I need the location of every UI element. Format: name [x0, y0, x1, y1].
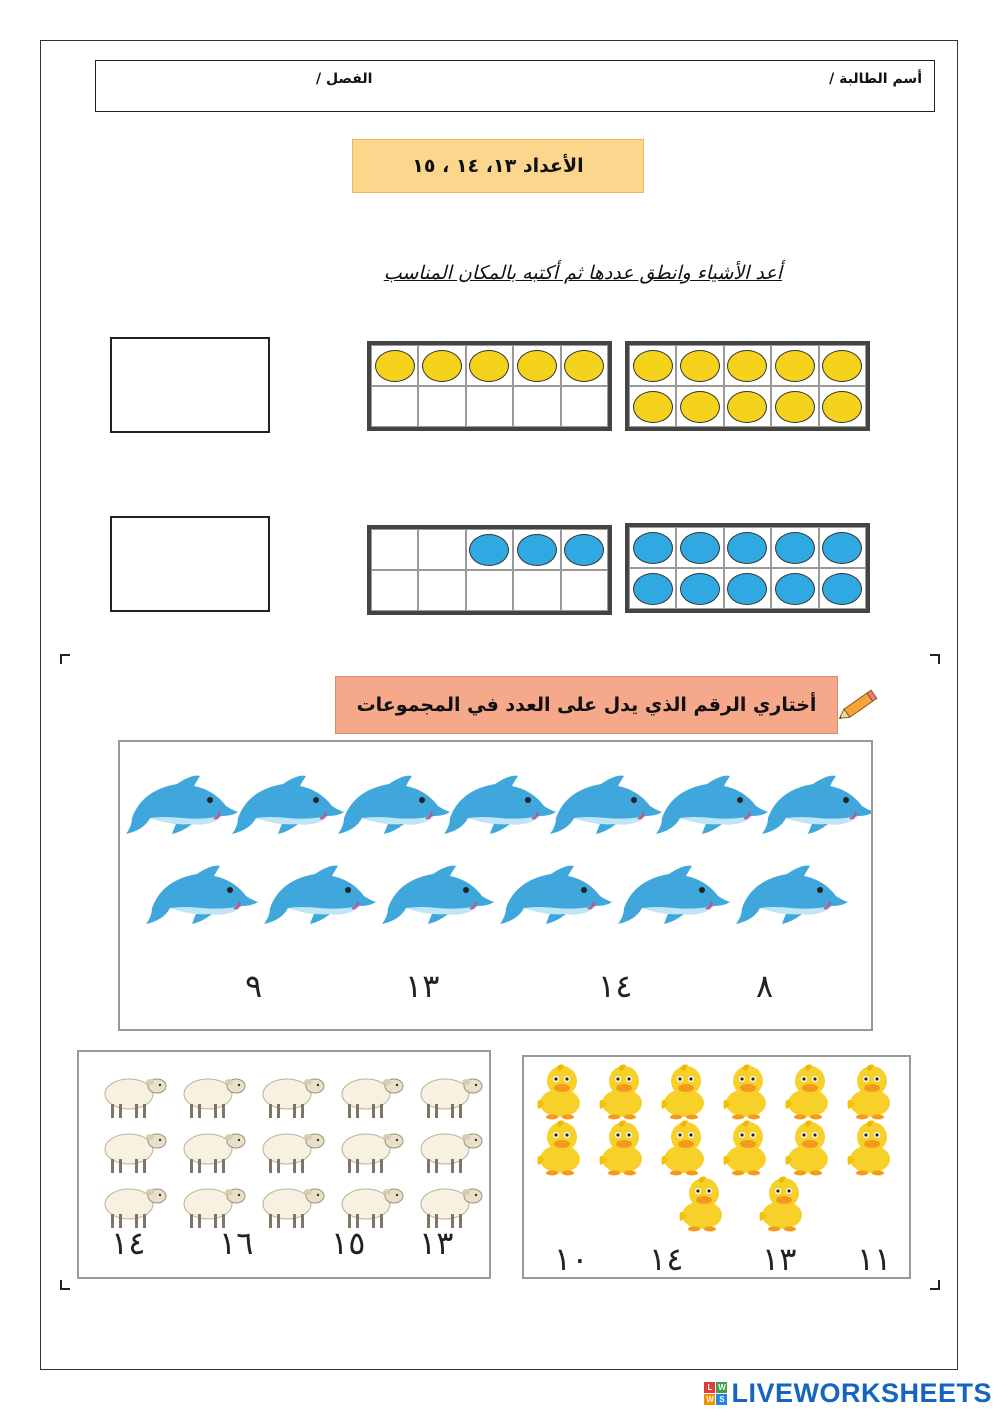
- yellow-counter: [422, 350, 462, 382]
- sheep-panel: [77, 1050, 491, 1279]
- dolphins-group: [120, 752, 871, 962]
- blue-counter: [775, 573, 815, 605]
- ten-frame-full-1: [625, 341, 870, 431]
- corner-mark: [60, 1280, 70, 1290]
- dolphin-picture: [550, 776, 662, 834]
- student-name-label: أسم الطالبة /: [829, 71, 922, 87]
- ten-frame-cell: [629, 568, 676, 609]
- yellow-counter: [564, 350, 604, 382]
- yellow-counter: [375, 350, 415, 382]
- dolphin-picture: [232, 776, 344, 834]
- ten-frame-cell: [819, 527, 866, 568]
- blue-counter: [727, 532, 767, 564]
- duck-picture: [600, 1065, 643, 1120]
- dolphin-picture: [382, 866, 494, 924]
- duck-picture: [662, 1065, 705, 1120]
- yellow-counter: [775, 350, 815, 382]
- logo-letter: L: [704, 1382, 715, 1393]
- ten-frame-partial-1: [367, 341, 612, 431]
- class-label: الفصل /: [316, 71, 373, 87]
- dolphin-picture: [500, 866, 612, 924]
- sheep-option-14[interactable]: ١٤: [111, 1224, 146, 1262]
- dolphin-option-9[interactable]: ٩: [245, 967, 263, 1005]
- blue-counter: [822, 573, 862, 605]
- duck-picture: [786, 1121, 829, 1176]
- yellow-counter: [633, 350, 673, 382]
- ten-frame-cell: [371, 386, 418, 427]
- blue-counter: [633, 573, 673, 605]
- yellow-counter: [822, 391, 862, 423]
- ten-frame-cell: [371, 345, 418, 386]
- sheep-picture: [342, 1079, 403, 1118]
- ducks-group: [524, 1059, 909, 1239]
- ten-frame-cell: [513, 345, 560, 386]
- ten-frame-cell: [418, 345, 465, 386]
- ten-frame-cell: [513, 386, 560, 427]
- blue-counter: [564, 534, 604, 566]
- duck-picture: [662, 1121, 705, 1176]
- duck-picture: [760, 1177, 803, 1232]
- dolphin-option-14[interactable]: ١٤: [598, 967, 633, 1005]
- duck-picture: [680, 1177, 723, 1232]
- duck-picture: [538, 1121, 581, 1176]
- dolphins-panel: [118, 740, 873, 1031]
- ten-frame-cell: [466, 570, 513, 611]
- yellow-counter: [680, 391, 720, 423]
- ten-frame-cell: [676, 345, 723, 386]
- sheep-picture: [263, 1189, 324, 1228]
- ten-frame-cell: [629, 527, 676, 568]
- ten-frame-cell: [561, 529, 608, 570]
- worksheet-title-text: الأعداد ١٣، ١٤ ، ١٥: [412, 155, 584, 177]
- ten-frame-cell: [629, 386, 676, 427]
- ten-frame-cell: [371, 529, 418, 570]
- ten-frame-cell: [418, 386, 465, 427]
- sheep-picture: [421, 1189, 482, 1228]
- liveworksheets-brand-text: LIVEWORKSHEETS: [731, 1378, 992, 1408]
- worksheet-title: [352, 139, 644, 193]
- duck-option-11[interactable]: ١١: [857, 1240, 892, 1278]
- answer-box-2[interactable]: [110, 516, 270, 612]
- duck-option-14[interactable]: ١٤: [649, 1240, 684, 1278]
- ten-frame-cell: [561, 345, 608, 386]
- duck-picture: [724, 1121, 767, 1176]
- ten-frame-cell: [771, 527, 818, 568]
- dolphin-picture: [146, 866, 258, 924]
- answer-box-1[interactable]: [110, 337, 270, 433]
- dolphin-picture: [618, 866, 730, 924]
- ten-frame-cell: [676, 568, 723, 609]
- sheep-picture: [184, 1079, 245, 1118]
- dolphin-picture: [736, 866, 848, 924]
- yellow-counter: [680, 350, 720, 382]
- dolphin-picture: [656, 776, 768, 834]
- blue-counter: [822, 532, 862, 564]
- duck-picture: [786, 1065, 829, 1120]
- sheep-picture: [421, 1134, 482, 1173]
- blue-counter: [633, 532, 673, 564]
- blue-counter: [680, 573, 720, 605]
- ten-frame-cell: [724, 386, 771, 427]
- ten-frame-cell: [819, 386, 866, 427]
- sheep-picture: [105, 1134, 166, 1173]
- student-info-header: [95, 60, 935, 112]
- pencil-icon: [838, 684, 882, 724]
- ten-frame-partial-2: [367, 525, 612, 615]
- ten-frame-cell: [724, 568, 771, 609]
- ten-frame-cell: [819, 568, 866, 609]
- blue-counter: [680, 532, 720, 564]
- ten-frame-cell: [771, 386, 818, 427]
- yellow-counter: [469, 350, 509, 382]
- ten-frame-cell: [418, 529, 465, 570]
- blue-counter: [727, 573, 767, 605]
- ten-frame-cell: [561, 386, 608, 427]
- yellow-counter: [727, 350, 767, 382]
- ten-frame-cell: [418, 570, 465, 611]
- dolphin-picture: [264, 866, 376, 924]
- sheep-picture: [105, 1079, 166, 1118]
- sheep-picture: [263, 1134, 324, 1173]
- dolphin-picture: [762, 776, 871, 834]
- liveworksheets-logo[interactable]: [704, 1378, 992, 1409]
- logo-letter: W: [718, 1383, 726, 1392]
- sheep-group: [79, 1060, 489, 1235]
- dolphin-picture: [338, 776, 450, 834]
- liveworksheets-logo-icon: [704, 1382, 727, 1405]
- duck-option-10[interactable]: ١٠: [554, 1240, 589, 1278]
- dolphin-picture: [444, 776, 556, 834]
- ten-frame-cell: [771, 568, 818, 609]
- yellow-counter: [727, 391, 767, 423]
- ten-frame-full-2: [625, 523, 870, 613]
- ten-frame-cell: [676, 527, 723, 568]
- ten-frame-cell: [724, 345, 771, 386]
- dolphin-option-8[interactable]: ٨: [756, 967, 774, 1005]
- ten-frame-cell: [819, 345, 866, 386]
- corner-mark: [930, 654, 940, 664]
- dolphin-option-13[interactable]: ١٣: [405, 967, 440, 1005]
- choose-number-instruction: [335, 676, 838, 734]
- blue-counter: [775, 532, 815, 564]
- logo-letter: S: [716, 1394, 727, 1405]
- ducks-panel: [522, 1055, 911, 1279]
- ten-frame-cell: [771, 345, 818, 386]
- ten-frame-cell: [466, 345, 513, 386]
- yellow-counter: [517, 350, 557, 382]
- ten-frame-cell: [724, 527, 771, 568]
- ten-frame-cell: [676, 386, 723, 427]
- count-instruction: أعد الأشياء وانطق عددها ثم أكتبه بالمكان المناسب: [383, 262, 782, 284]
- sheep-option-15[interactable]: ١٥: [331, 1224, 366, 1262]
- yellow-counter: [775, 391, 815, 423]
- sheep-picture: [342, 1189, 403, 1228]
- duck-picture: [848, 1121, 891, 1176]
- duck-picture: [848, 1065, 891, 1120]
- blue-counter: [517, 534, 557, 566]
- dolphin-picture: [126, 776, 238, 834]
- ten-frame-cell: [466, 386, 513, 427]
- ten-frame-cell: [371, 570, 418, 611]
- ten-frame-cell: [466, 529, 513, 570]
- sheep-picture: [184, 1189, 245, 1228]
- duck-picture: [538, 1065, 581, 1120]
- sheep-picture: [184, 1134, 245, 1173]
- sheep-picture: [263, 1079, 324, 1118]
- corner-mark: [60, 654, 70, 664]
- corner-mark: [930, 1280, 940, 1290]
- ten-frame-cell: [513, 570, 560, 611]
- choose-number-instruction-text: أختاري الرقم الذي يدل على العدد في المجموعات: [356, 694, 817, 716]
- blue-counter: [469, 534, 509, 566]
- sheep-picture: [421, 1079, 482, 1118]
- yellow-counter: [633, 391, 673, 423]
- yellow-counter: [822, 350, 862, 382]
- sheep-option-16[interactable]: ١٦: [219, 1224, 254, 1262]
- sheep-option-13[interactable]: ١٣: [419, 1224, 454, 1262]
- sheep-picture: [105, 1189, 166, 1228]
- sheep-picture: [342, 1134, 403, 1173]
- ten-frame-cell: [561, 570, 608, 611]
- duck-option-13[interactable]: ١٣: [762, 1240, 797, 1278]
- duck-picture: [724, 1065, 767, 1120]
- duck-picture: [600, 1121, 643, 1176]
- ten-frame-cell: [629, 345, 676, 386]
- logo-letter: W: [706, 1395, 714, 1404]
- ten-frame-cell: [513, 529, 560, 570]
